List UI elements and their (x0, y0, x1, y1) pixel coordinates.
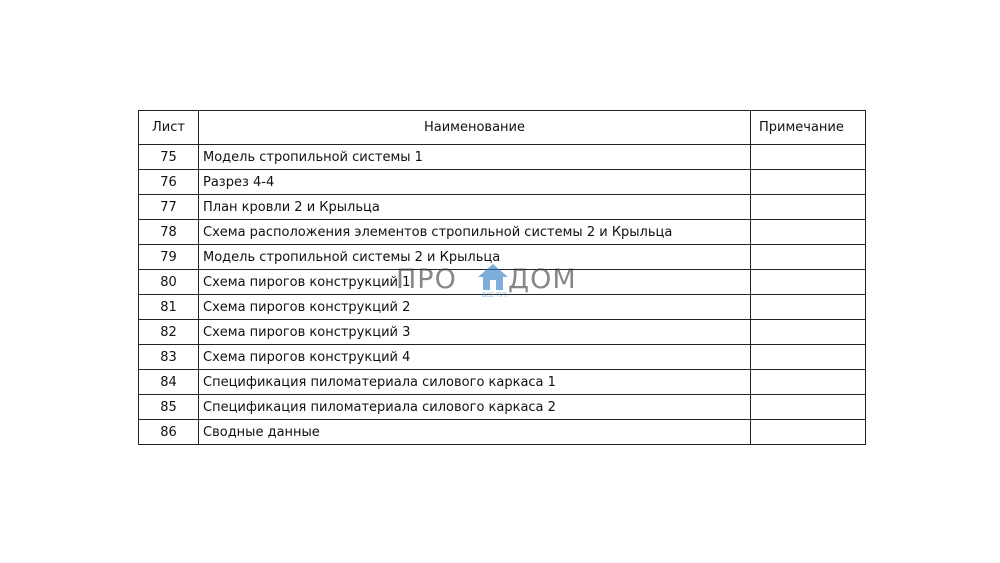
cell-sheet-name: Спецификация пиломатериала силового каркаса 2 (199, 395, 751, 420)
cell-sheet-name: Разрез 4-4 (199, 170, 751, 195)
cell-sheet-number: 77 (139, 195, 199, 220)
cell-note (751, 170, 866, 195)
cell-note (751, 195, 866, 220)
cell-note (751, 370, 866, 395)
cell-sheet-name: Схема пирогов конструкций 4 (199, 345, 751, 370)
table-row (139, 395, 866, 420)
cell-note (751, 220, 866, 245)
table-row (139, 245, 866, 270)
table-header-row (139, 111, 866, 145)
cell-note (751, 295, 866, 320)
cell-sheet-name: Схема расположения элементов стропильной системы 2 и Крыльца (199, 220, 751, 245)
cell-sheet-number: 83 (139, 345, 199, 370)
cell-sheet-number: 78 (139, 220, 199, 245)
cell-sheet-number: 84 (139, 370, 199, 395)
table-row (139, 295, 866, 320)
cell-note (751, 245, 866, 270)
watermark-subtext: ВСЕ ТУТ (482, 292, 507, 299)
cell-note (751, 395, 866, 420)
watermark-right-text: ДОМ (508, 264, 577, 295)
cell-sheet-name: Модель стропильной системы 2 и Крыльца (199, 245, 751, 270)
table-row (139, 370, 866, 395)
table-row (139, 420, 866, 445)
table-row (139, 195, 866, 220)
sheet-list-table (138, 110, 866, 445)
cell-sheet-name: Схема пирогов конструкций 2 (199, 295, 751, 320)
cell-sheet-name: Спецификация пиломатериала силового каркаса 1 (199, 370, 751, 395)
header-name: Наименование (199, 111, 751, 145)
header-note: Примечание (751, 111, 866, 145)
cell-note (751, 345, 866, 370)
cell-sheet-number: 81 (139, 295, 199, 320)
table-row (139, 220, 866, 245)
cell-sheet-number: 79 (139, 245, 199, 270)
table-body (139, 145, 866, 445)
cell-sheet-number: 75 (139, 145, 199, 170)
watermark-left-text: ПРО (396, 264, 457, 295)
cell-note (751, 145, 866, 170)
cell-sheet-number: 85 (139, 395, 199, 420)
cell-note (751, 420, 866, 445)
cell-sheet-number: 80 (139, 270, 199, 295)
cell-sheet-number: 76 (139, 170, 199, 195)
cell-sheet-name: План кровли 2 и Крыльца (199, 195, 751, 220)
cell-note (751, 270, 866, 295)
header-sheet: Лист (139, 111, 199, 145)
cell-sheet-name: Схема пирогов конструкций 3 (199, 320, 751, 345)
cell-sheet-name: Модель стропильной системы 1 (199, 145, 751, 170)
cell-sheet-number: 86 (139, 420, 199, 445)
table-row (139, 270, 866, 295)
cell-sheet-name: Схема пирогов конструкций 1 (199, 270, 751, 295)
cell-sheet-number: 82 (139, 320, 199, 345)
table-row (139, 170, 866, 195)
table-row (139, 145, 866, 170)
table-row (139, 345, 866, 370)
table-row (139, 320, 866, 345)
cell-sheet-name: Сводные данные (199, 420, 751, 445)
cell-note (751, 320, 866, 345)
